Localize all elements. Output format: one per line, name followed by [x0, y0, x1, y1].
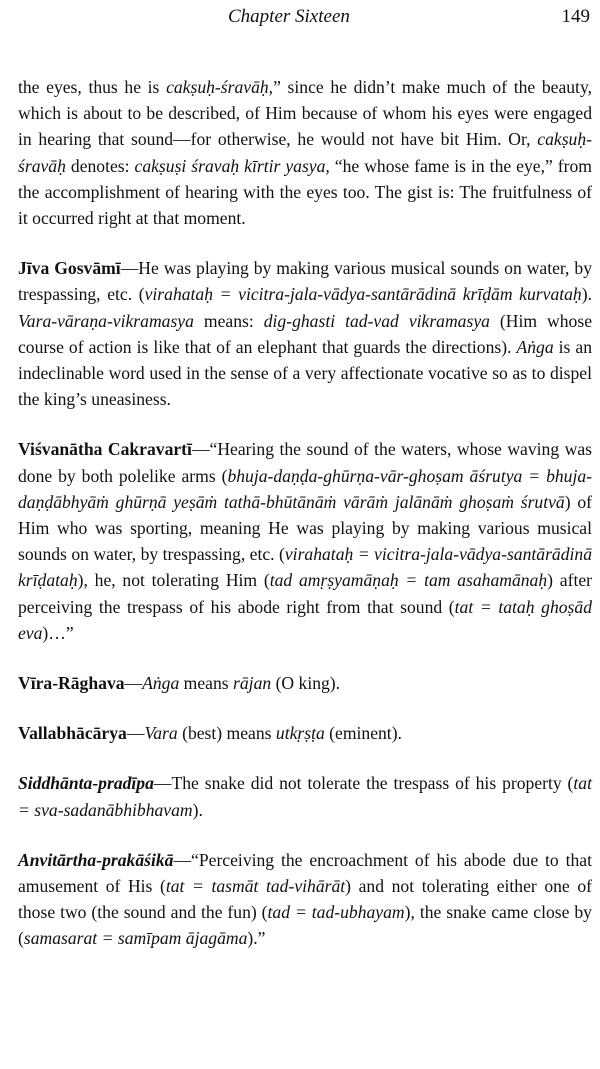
- sanskrit-term: tat = sva-sadanābhibhavam: [18, 773, 592, 820]
- body-text-run: ), he, not tolerating Him (: [77, 570, 270, 591]
- body-text-run: “he whose fame is in the eye,” from the accomplishment of hearing with the eyes too. The gist is: The fruitfulness of it occurred right at that moment.: [18, 155, 592, 229]
- commentary-paragraph: [18, 670, 592, 696]
- commentator-name: Jīva Gosvāmī: [18, 258, 121, 279]
- commentary-paragraph: [18, 436, 592, 646]
- body-text: [18, 74, 592, 952]
- body-text-run: means:: [193, 310, 264, 331]
- sanskrit-term: samasarat = samīpam ājagāma: [23, 928, 248, 949]
- body-text-run: —: [124, 673, 143, 694]
- commentary-paragraph: [18, 720, 592, 746]
- body-text-run: —He was playing by making various musical sounds on water, by trespassing, etc. (: [18, 258, 592, 305]
- chapter-title: Chapter Sixteen: [228, 6, 350, 27]
- body-text-run: ” since he didn’t make much of the beauty, which is about to be described, of Him because of whom his eyes were engaged in hearing that sound—for otherwise, he would not have bit Him. Or,: [18, 77, 592, 150]
- body-text-run: ) of Him who was sporting, meaning He was playing by making various musical sounds on water, by trespassing, etc. (: [18, 491, 592, 565]
- body-text-run: —“Perceiving the encroachment of his abode due to that amusement of His (: [18, 849, 592, 897]
- body-text-run: means: [179, 673, 234, 694]
- sanskrit-term: Aṅga: [142, 673, 180, 694]
- commentary-title: Siddhānta-pradīpa: [18, 773, 154, 794]
- body-text-run: ) after perceiving the trespass of his abode right from that sound (: [18, 570, 592, 617]
- page-number: 149: [561, 6, 590, 27]
- commentator-name: Viśvanātha Cakravartī: [18, 439, 192, 460]
- sanskrit-term: cakṣuṣi śravaḥ kīrtir yasya,: [134, 155, 330, 176]
- commentary-paragraph: [18, 255, 592, 412]
- body-text-run: (Him whose course of action is like that of an elephant that guards the directions).: [18, 310, 592, 357]
- commentary-paragraph: [18, 770, 592, 822]
- body-text-run: ).: [581, 284, 592, 305]
- sanskrit-term: Aṅga: [516, 336, 554, 357]
- sanskrit-term: utkṛṣṭa: [275, 723, 325, 744]
- body-text-run: the eyes, thus he is: [18, 77, 167, 97]
- sanskrit-term: bhuja-daṇḍa-ghūrṇa-vār-ghoṣam āśrutya = bhuja-daṇḍābhyāṁ ghūrṇā yeṣāṁ tathā-bhūtānāṁ vārāṁ jalānāṁ ghoṣaṁ śrutvā: [18, 465, 592, 512]
- sanskrit-term: dig-ghasti tad-vad vikramasya: [263, 310, 490, 331]
- body-text-run: ).: [192, 799, 203, 820]
- commentary-title: Anvitārtha-prakāśikā: [18, 849, 174, 870]
- sanskrit-term: virahataḥ = vicitra-jala-vādya-santārādinā krīḍām kurvataḥ: [144, 284, 582, 305]
- body-text-run: —“Hearing the sound of the waters, whose waving was done by both polelike arms (: [18, 439, 592, 486]
- sanskrit-term: rājan: [233, 673, 272, 694]
- body-text-run: —The snake did not tolerate the trespass of his property (: [153, 773, 574, 794]
- body-text-run: (O king).: [271, 673, 341, 694]
- sanskrit-term: tad = tad-ubhayam: [267, 902, 405, 923]
- body-text-run: denotes:: [65, 155, 135, 176]
- sanskrit-term: tad amṛṣyamāṇaḥ = tam asahamānaḥ: [269, 570, 548, 591]
- body-text-run: ).”: [247, 928, 266, 949]
- body-text-run: ), the snake came close by (: [18, 902, 592, 949]
- running-header: [0, 6, 600, 32]
- sanskrit-term: Vara: [144, 723, 178, 744]
- sanskrit-term: Vara-vāraṇa-vikramasya: [18, 310, 194, 331]
- commentary-paragraph: [18, 847, 592, 952]
- body-text-run: (best) means: [177, 723, 276, 744]
- body-text-run: )…”: [42, 622, 74, 643]
- commentator-name: Vallabhācārya: [18, 723, 127, 744]
- body-text-run: ) and not tolerating either one of those two (the sound and the fun) (: [18, 876, 592, 923]
- sanskrit-term: cakṣuḥ-śravāḥ: [18, 129, 592, 176]
- sanskrit-term: tat = tataḥ ghoṣād eva: [18, 596, 592, 643]
- commentator-name: Vīra-Rāghava: [18, 673, 125, 694]
- body-text-run: —: [126, 723, 145, 744]
- commentary-paragraph: [18, 74, 592, 231]
- body-text-run: is an indeclinable word used in the sense of a very affectionate vocative so as to dispel the king’s uneasiness.: [18, 336, 593, 410]
- sanskrit-term: cakṣuḥ-śravāḥ,: [166, 77, 274, 97]
- sanskrit-term: virahataḥ = vicitra-jala-vādya-santārādinā krīḍataḥ: [18, 544, 592, 591]
- sanskrit-term: tat = tasmāt tad-vihārāt: [165, 876, 346, 897]
- body-text-run: (eminent).: [324, 723, 402, 744]
